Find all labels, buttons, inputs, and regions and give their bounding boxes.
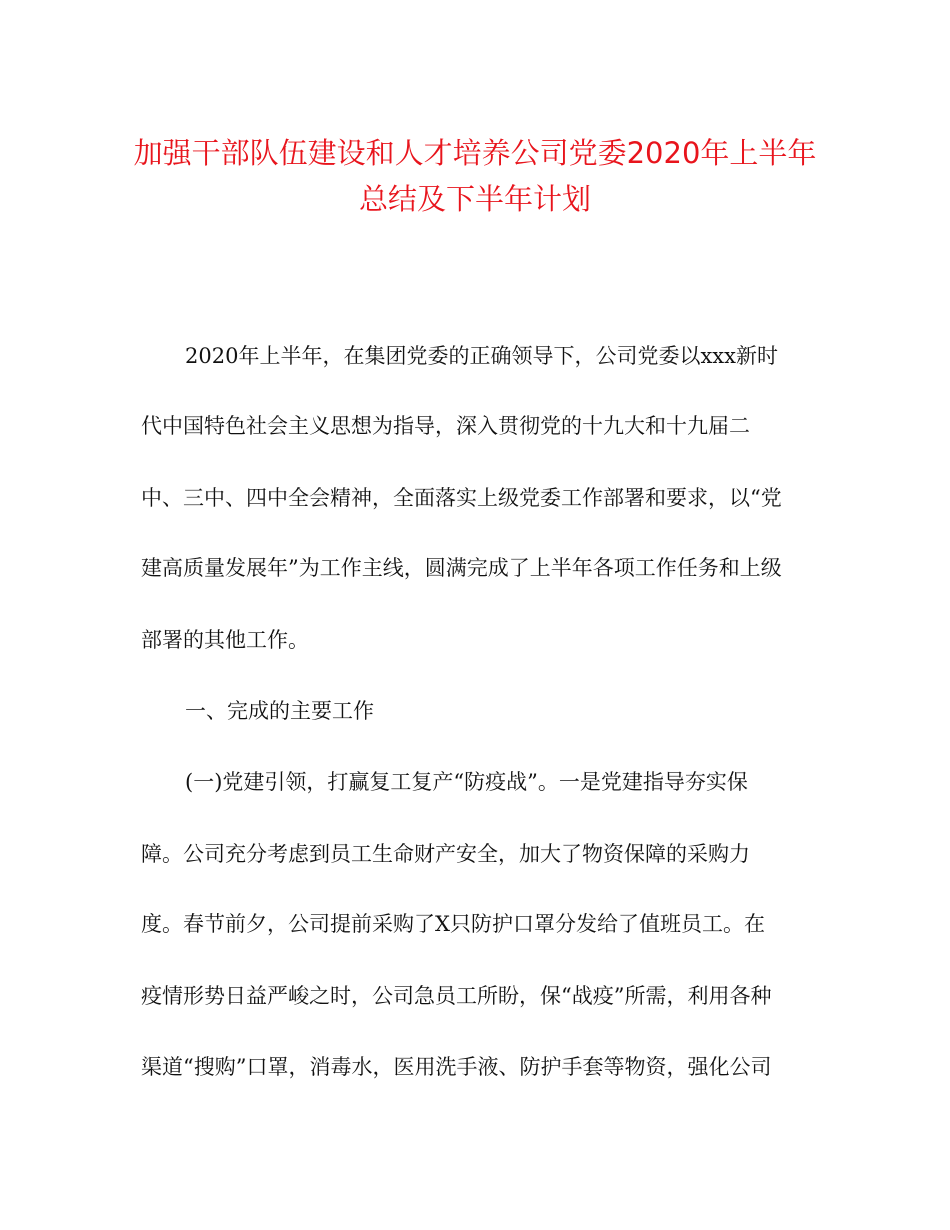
- body-line-5: 部署的其他工作。: [141, 628, 309, 652]
- title-line-2: 总结及下半年计划: [358, 182, 591, 216]
- section-heading: 一、完成的主要工作: [185, 699, 374, 723]
- body-line-4: 建高质量发展年”为工作主线，圆满完成了上半年各项工作任务和上级: [141, 556, 782, 580]
- body-line-3: 中、三中、四中全会精神，全面落实上级党委工作部署和要求，以“党: [141, 486, 782, 510]
- body-line-1: 2020年上半年，在集团党委的正确领导下，公司党委以xxx新时: [185, 344, 778, 368]
- body-line-2: 代中国特色社会主义思想为指导，深入贯彻党的十九大和十九届二: [141, 414, 750, 438]
- body-line-8: 障。公司充分考虑到员工生命财产安全，加大了物资保障的采购力: [141, 842, 750, 866]
- document-title: [120, 130, 830, 222]
- body-line-11: 渠道“搜购”口罩，消毒水，医用洗手液、防护手套等物资，强化公司: [141, 1055, 772, 1079]
- body-line-9: 度。春节前夕，公司提前采购了X只防护口罩分发给了值班员工。在: [141, 912, 765, 936]
- title-line-1: 加强干部队伍建设和人才培养公司党委2020年上半年: [133, 136, 817, 170]
- body-line-10: 疫情形势日益严峻之时，公司急员工所盼，保“战疫”所需，利用各种: [141, 984, 772, 1008]
- body-line-7: (一)党建引领，打赢复工复产“防疫战”。一是党建指导夯实保: [185, 770, 748, 794]
